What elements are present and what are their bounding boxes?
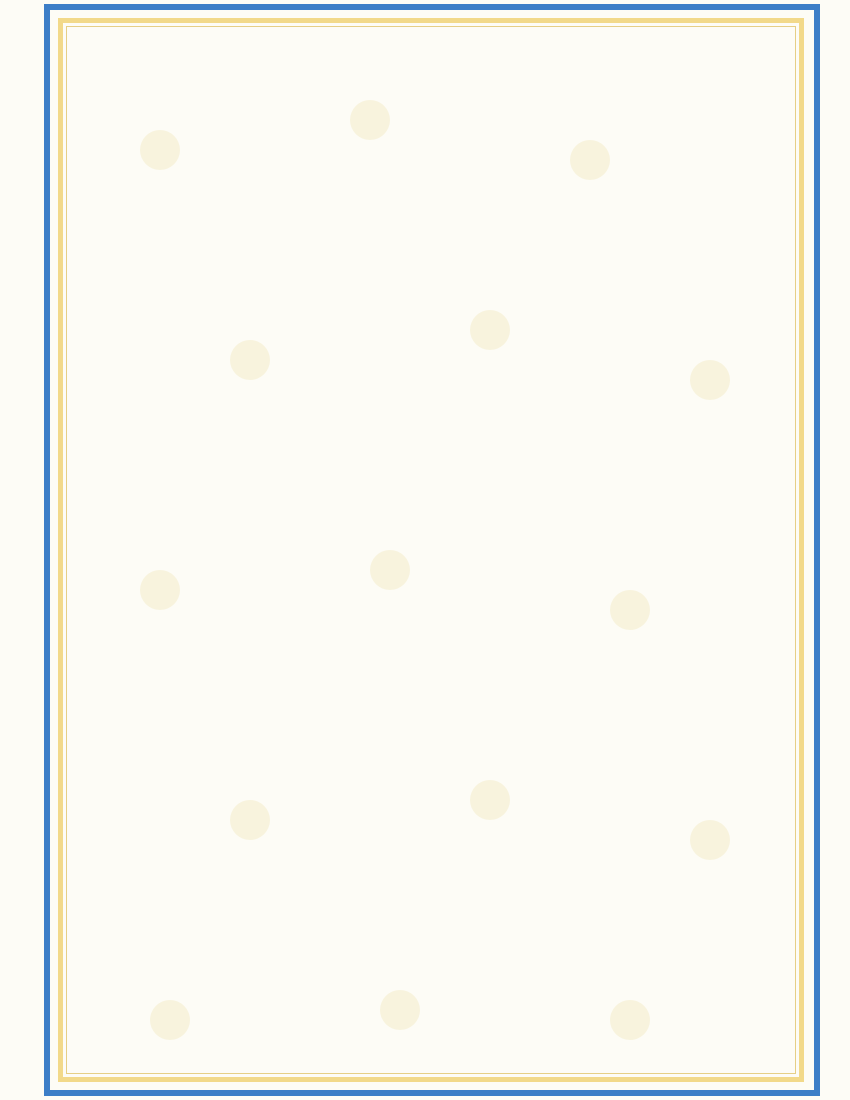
background-pattern <box>70 30 792 1070</box>
